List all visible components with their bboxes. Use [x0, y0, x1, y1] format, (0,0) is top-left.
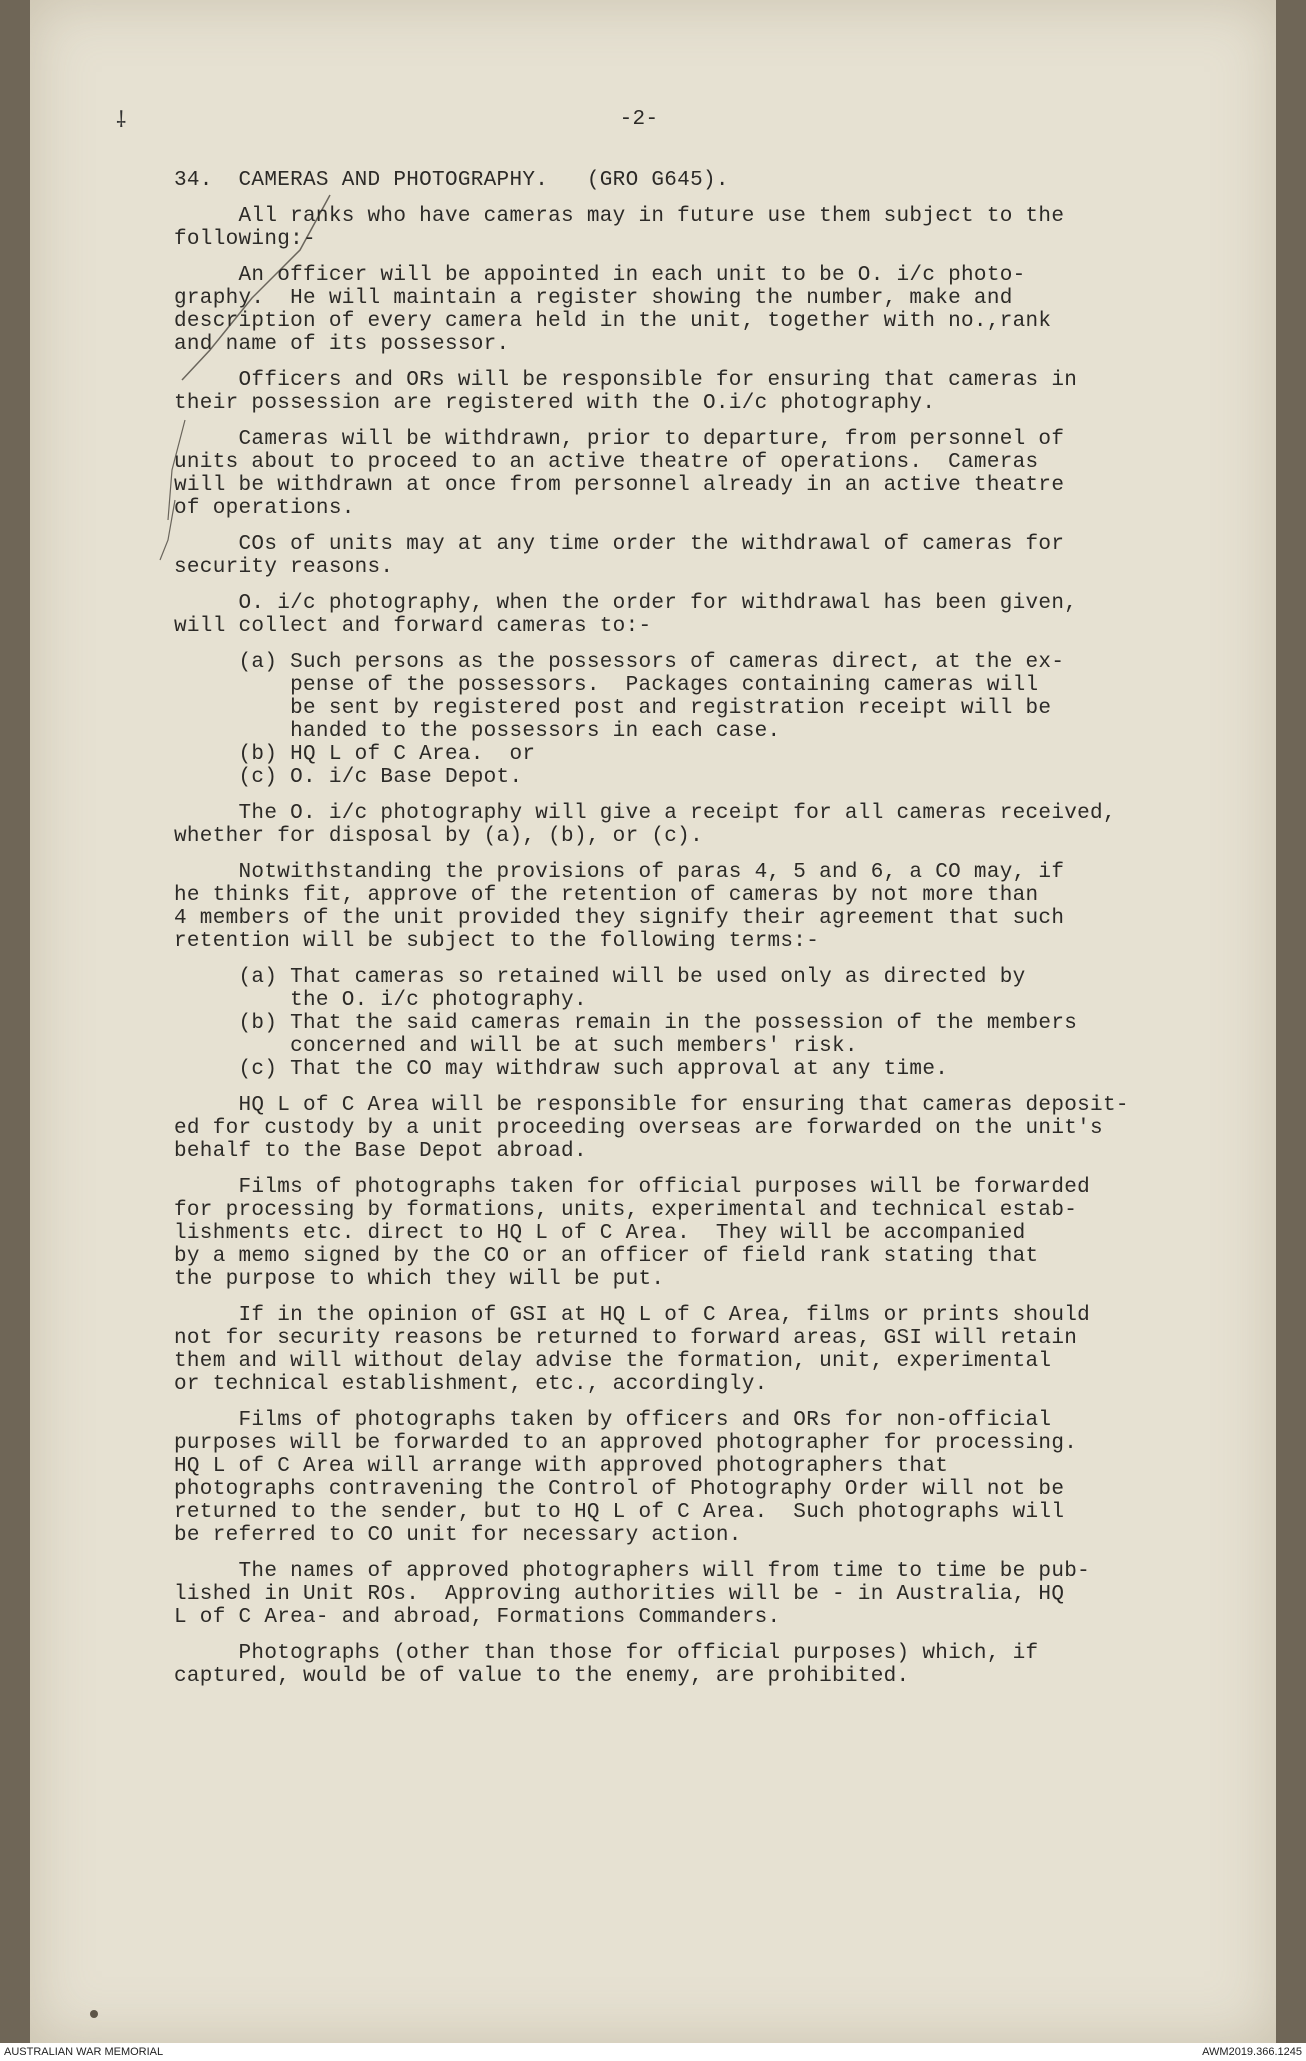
paragraph	[174, 861, 1254, 953]
footer-right: AWM2019.366.1245	[1202, 2046, 1302, 2058]
list-item-line: (a) That cameras so retained will be used only as directed by	[174, 966, 1026, 989]
text-line: be referred to CO unit for necessary action.	[174, 1524, 742, 1547]
text-line: HQ L of C Area will arrange with approved photographers that	[174, 1455, 949, 1478]
text-line: The O. i/c photography will give a receipt for all cameras received,	[174, 802, 1116, 825]
page-number: -2-	[619, 108, 659, 131]
section-heading: 34. CAMERAS AND PHOTOGRAPHY. (GRO G645).	[174, 169, 729, 192]
paragraph	[174, 369, 1254, 415]
paragraph-group	[174, 802, 1254, 966]
text-line: them and will without delay advise the formation, unit, experimental	[174, 1350, 1052, 1373]
text-line: Cameras will be withdrawn, prior to departure, from personnel of	[174, 428, 1065, 451]
text-line: of operations.	[174, 497, 355, 520]
list-item-line: be sent by registered post and registration receipt will be	[174, 697, 1052, 720]
text-line: lished in Unit ROs. Approving authorities will be - in Australia, HQ	[174, 1583, 1065, 1606]
paragraph	[174, 802, 1254, 848]
text-line: he thinks fit, approve of the retention of cameras by not more than	[174, 884, 1039, 907]
footer-left: AUSTRALIAN WAR MEMORIAL	[4, 2046, 164, 2058]
document-body	[174, 108, 1254, 1701]
list-item-line: (b) That the said cameras remain in the possession of the members	[174, 1012, 1078, 1035]
text-line: will collect and forward cameras to:-	[174, 615, 652, 638]
ink-mark: ⸸	[116, 108, 127, 133]
text-line: not for security reasons be returned to forward areas, GSI will retain	[174, 1327, 1078, 1350]
text-line: returned to the sender, but to HQ L of C Area. Such photographs will	[174, 1501, 1065, 1524]
text-line: ed for custody by a unit proceeding overseas are forwarded on the unit's	[174, 1117, 1103, 1140]
text-line: Notwithstanding the provisions of paras 4, 5 and 6, a CO may, if	[174, 861, 1065, 884]
paragraph-group	[174, 205, 1254, 651]
text-line: whether for disposal by (a), (b), or (c).	[174, 825, 703, 848]
text-line: All ranks who have cameras may in future use them subject to the	[174, 205, 1065, 228]
list-item-line: (c) O. i/c Base Depot.	[174, 766, 523, 789]
paragraph	[174, 1642, 1254, 1688]
paragraph	[174, 1176, 1254, 1291]
text-line: the purpose to which they will be put.	[174, 1268, 665, 1291]
paragraph	[174, 205, 1254, 251]
punch-hole	[90, 2010, 98, 2018]
text-line: O. i/c photography, when the order for withdrawal has been given,	[174, 592, 1078, 615]
text-line: will be withdrawn at once from personnel already in an active theatre	[174, 474, 1065, 497]
text-line: units about to proceed to an active theatre of operations. Cameras	[174, 451, 1039, 474]
paragraph	[174, 1560, 1254, 1629]
text-line: L of C Area- and abroad, Formations Commanders.	[174, 1606, 781, 1629]
list-item-line: pense of the possessors. Packages containing cameras will	[174, 674, 1039, 697]
text-line: following:-	[174, 228, 316, 251]
list-item-line: the O. i/c photography.	[174, 989, 587, 1012]
paragraph	[174, 533, 1254, 579]
text-line: or technical establishment, etc., accordingly.	[174, 1373, 768, 1396]
list-item-line: concerned and will be at such members' risk.	[174, 1035, 858, 1058]
list-b	[174, 966, 1254, 1081]
list-item-line: (b) HQ L of C Area. or	[174, 743, 536, 766]
paragraph-group	[174, 1094, 1254, 1701]
text-line: If in the opinion of GSI at HQ L of C Area, films or prints should	[174, 1304, 1091, 1327]
text-line: security reasons.	[174, 556, 394, 579]
text-line: Officers and ORs will be responsible for ensuring that cameras in	[174, 369, 1078, 392]
text-line: Films of photographs taken by officers and ORs for non-official	[174, 1409, 1052, 1432]
text-line: Photographs (other than those for official purposes) which, if	[174, 1642, 1039, 1665]
text-line: behalf to the Base Depot abroad.	[174, 1140, 587, 1163]
footer	[0, 2043, 1306, 2061]
text-line: lishments etc. direct to HQ L of C Area. They will be accompanied	[174, 1222, 1026, 1245]
list-a	[174, 651, 1254, 789]
paragraph	[174, 428, 1254, 520]
list-item-line: handed to the possessors in each case.	[174, 720, 781, 743]
text-line: retention will be subject to the following terms:-	[174, 930, 820, 953]
text-line: 4 members of the unit provided they signify their agreement that such	[174, 907, 1065, 930]
text-line: by a memo signed by the CO or an officer of field rank stating that	[174, 1245, 1039, 1268]
list-item-line: (c) That the CO may withdraw such approval at any time.	[174, 1058, 949, 1081]
text-line: The names of approved photographers will from time to time be pub-	[174, 1560, 1091, 1583]
text-line: their possession are registered with the O.i/c photography.	[174, 392, 936, 415]
text-line: photographs contravening the Control of Photography Order will not be	[174, 1478, 1065, 1501]
paragraph	[174, 1094, 1254, 1163]
paragraph	[174, 264, 1254, 356]
text-line: description of every camera held in the unit, together with no.,rank	[174, 310, 1052, 333]
text-line: COs of units may at any time order the withdrawal of cameras for	[174, 533, 1065, 556]
text-line: Films of photographs taken for official purposes will be forwarded	[174, 1176, 1091, 1199]
paragraph	[174, 592, 1254, 638]
list-item-line: (a) Such persons as the possessors of cameras direct, at the ex-	[174, 651, 1065, 674]
paragraph	[174, 1409, 1254, 1547]
text-line: graphy. He will maintain a register showing the number, make and	[174, 287, 1013, 310]
text-line: An officer will be appointed in each unit to be O. i/c photo-	[174, 264, 1026, 287]
paragraph	[174, 1304, 1254, 1396]
text-line: and name of its possessor.	[174, 333, 510, 356]
text-line: HQ L of C Area will be responsible for ensuring that cameras deposit-	[174, 1094, 1129, 1117]
text-line: purposes will be forwarded to an approved photographer for processing.	[174, 1432, 1078, 1455]
text-line: captured, would be of value to the enemy, are prohibited.	[174, 1665, 910, 1688]
text-line: for processing by formations, units, experimental and technical estab-	[174, 1199, 1078, 1222]
